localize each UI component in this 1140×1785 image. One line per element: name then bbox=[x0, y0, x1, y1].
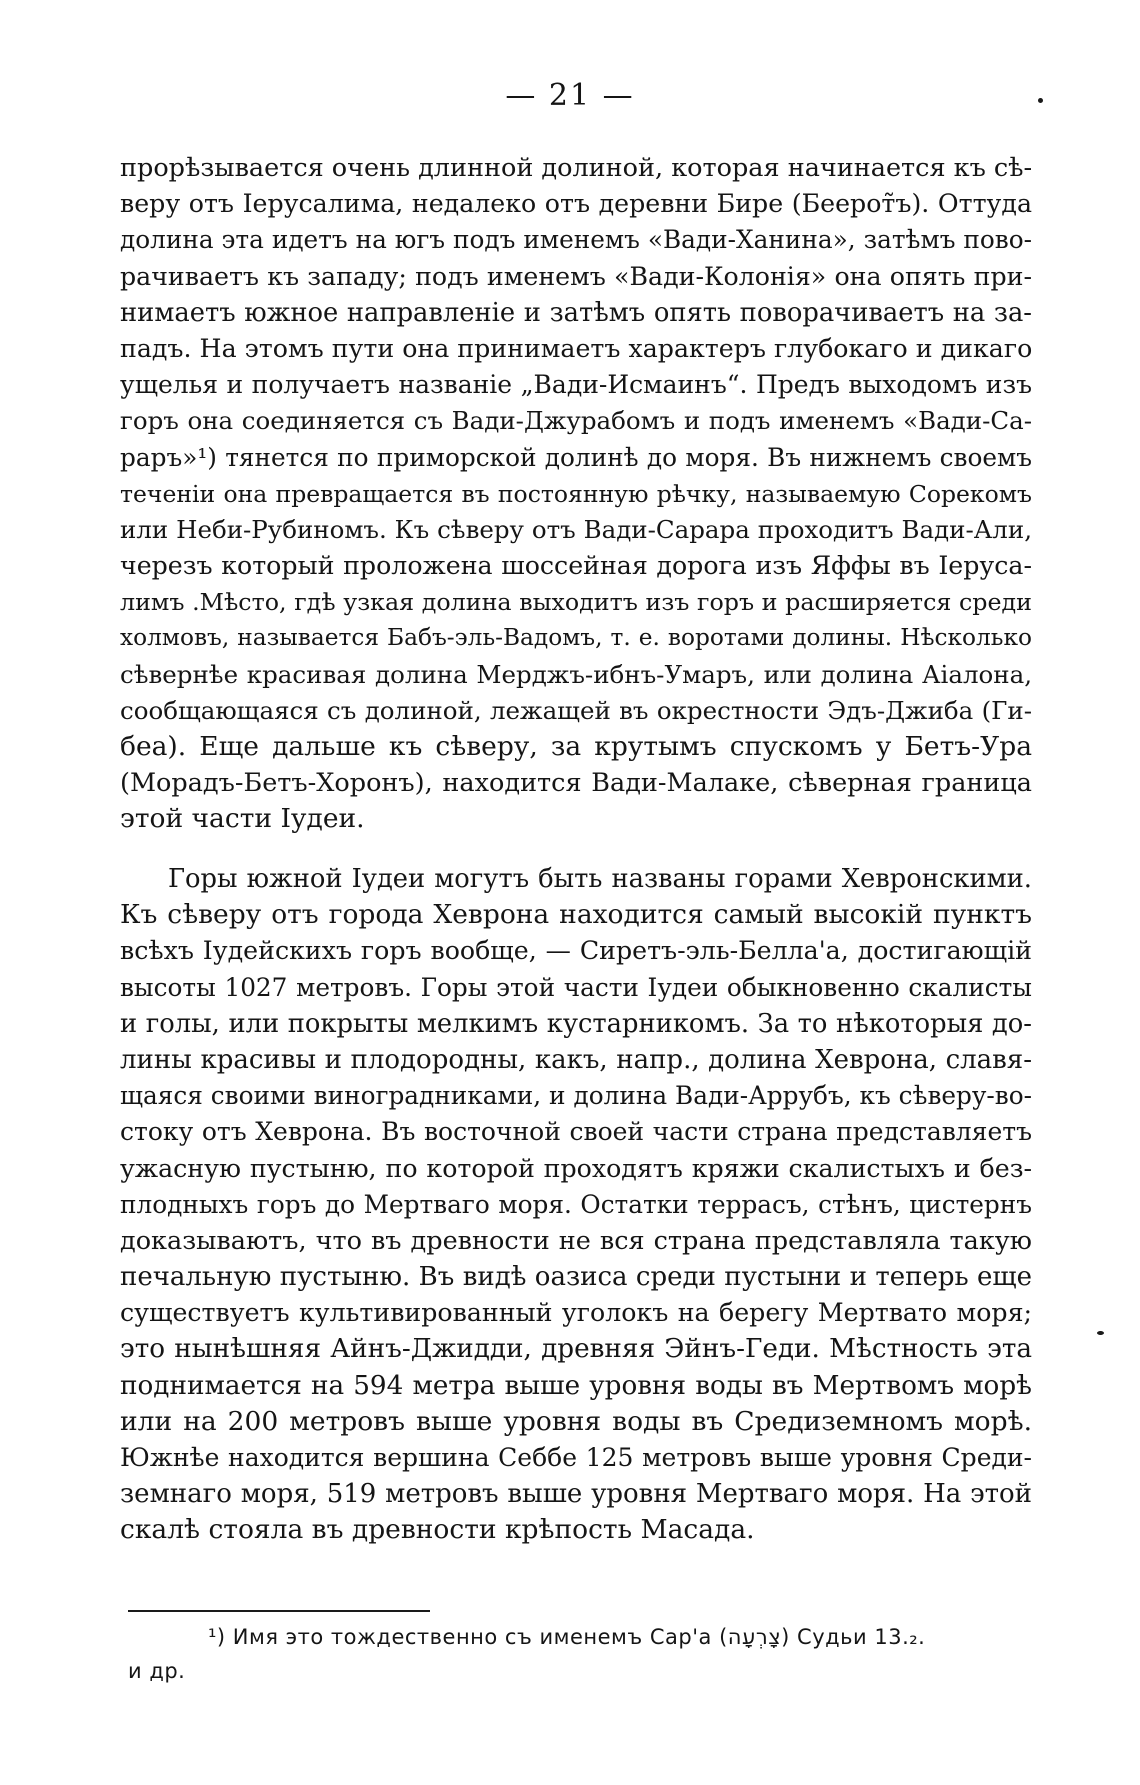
footnote bbox=[128, 1620, 1028, 1688]
text-line: (Морадъ-Бетъ-Хоронъ), находится Вади-Малаке, сѣверная граница bbox=[120, 768, 1032, 799]
text-line: высоты 1027 метровъ. Горы этой части Іудеи обыкновенно скалисты bbox=[120, 972, 1032, 1002]
text-line: лины красивы и плодородны, какъ, напр., долина Хеврона, славя- bbox=[120, 1044, 1032, 1075]
footnote-line: ¹) Имя это тождественно съ именемъ Сар'а (צָרְעָה) Судьи 13.₂. bbox=[208, 1625, 926, 1649]
text-line: существуетъ культивированный уголокъ на берегу Мертвато моря; bbox=[120, 1298, 1032, 1328]
text-line: черезъ который проложена шоссейная дорога изъ Яффы въ Іеруса- bbox=[120, 551, 1032, 581]
text-line: Южнѣе находится вершина Себбе 125 метровъ выше уровня Среди- bbox=[120, 1443, 1032, 1472]
text-line: раръ»¹) тянется по приморской долинѣ до моря. Въ нижнемъ своемъ bbox=[120, 442, 1032, 472]
text-line: Къ сѣверу отъ города Хеврона находится самый высокій пунктъ bbox=[120, 899, 1032, 931]
text-line: Горы южной Іудеи могутъ быть названы горами Хевронскими. bbox=[168, 864, 1032, 894]
text-line: и голы, или покрыты мелкимъ кустарникомъ. За то нѣкоторыя до- bbox=[120, 1008, 1032, 1039]
text-line: плодныхъ горъ до Мертваго моря. Остатки террасъ, стѣнъ, цистернъ bbox=[120, 1189, 1032, 1219]
text-line: ужасную пустыню, по которой проходятъ кряжи скалистыхъ и без- bbox=[120, 1153, 1032, 1183]
footnote-line: и др. bbox=[128, 1659, 186, 1683]
text-line: долина эта идетъ на югъ подъ именемъ «Вади-Ханина», затѣмъ пово- bbox=[120, 225, 1032, 255]
text-line: доказываютъ, что въ древности не вся страна представляла такую bbox=[120, 1225, 1032, 1256]
margin-speck bbox=[1097, 1331, 1104, 1335]
text-line: скалѣ стояла въ древности крѣпость Масада. bbox=[120, 1514, 755, 1546]
text-line: или Неби-Рубиномъ. Къ сѣверу отъ Вади-Сарара проходитъ Вади-Али, bbox=[120, 514, 1032, 544]
text-line: беа). Еще дальше къ сѣверу, за крутымъ спускомъ у Бетъ-Ура bbox=[120, 731, 1032, 762]
text-line: падъ. На этомъ пути она принимаетъ характеръ глубокаго и дикаго bbox=[120, 333, 1032, 363]
text-line: лимъ .Мѣсто, гдѣ узкая долина выходитъ изъ горъ и расширяется среди bbox=[120, 588, 1032, 617]
text-line: сѣвернѣе красивая долина Мерджъ-ибнъ-Умаръ, или долина Аіалона, bbox=[120, 659, 1032, 689]
text-line: этой части Іудеи. bbox=[120, 803, 365, 835]
text-line: это нынѣшняя Айнъ-Джидди, древняя Эйнъ-Геди. Мѣстность эта bbox=[120, 1334, 1032, 1365]
text-line: ущелья и получаетъ названіе „Вади-Исмаинъ“. Предъ выходомъ изъ bbox=[120, 370, 1032, 400]
text-line: прорѣзывается очень длинной долиной, которая начинается къ сѣ- bbox=[120, 153, 1032, 183]
text-line: земнаго моря, 519 метровъ выше уровня Мертваго моря. На этой bbox=[120, 1479, 1032, 1510]
paragraph-1 bbox=[120, 150, 1032, 838]
text-line: рачиваетъ къ западу; подъ именемъ «Вади-Колонія» она опять при- bbox=[120, 261, 1032, 291]
margin-speck bbox=[1038, 98, 1043, 103]
text-line: стоку отъ Хеврона. Въ восточной своей части страна представляетъ bbox=[120, 1117, 1032, 1147]
text-line: щаяся своими виноградниками, и долина Вади-Аррубъ, къ сѣверу-во- bbox=[120, 1081, 1032, 1111]
text-line: всѣхъ Іудейскихъ горъ вообще, — Сиретъ-эль-Белла'а, достигающій bbox=[120, 936, 1032, 966]
text-line: поднимается на 594 метра выше уровня воды въ Мертвомъ морѣ bbox=[120, 1370, 1032, 1401]
text-line: нимаетъ южное направленіе и затѣмъ опять поворачиваетъ на за- bbox=[120, 297, 1032, 328]
text-line: холмовъ, называется Бабъ-эль-Вадомъ, т. е. воротами долины. Нѣсколько bbox=[120, 624, 1032, 652]
footnote-divider bbox=[128, 1610, 430, 1612]
text-line: горъ она соединяется съ Вади-Джурабомъ и подъ именемъ «Вади-Са- bbox=[120, 406, 1032, 436]
text-line: печальную пустыню. Въ видѣ оазиса среди пустыни и теперь еще bbox=[120, 1262, 1032, 1293]
paragraph-2 bbox=[120, 861, 1032, 1549]
text-line: веру отъ Іерусалима, недалеко отъ деревни Бире (Беерот̃ъ). Оттуда bbox=[120, 189, 1032, 219]
text-line: сообщающаяся съ долиной, лежащей въ окрестности Эдъ-Джиба (Ги- bbox=[120, 695, 1032, 725]
text-line: теченіи она превращается въ постоянную рѣчку, называемую Сорекомъ bbox=[120, 479, 1032, 508]
text-line: или на 200 метровъ выше уровня воды въ Средиземномъ морѣ. bbox=[120, 1405, 1032, 1437]
page-number: — 21 — bbox=[505, 78, 635, 113]
